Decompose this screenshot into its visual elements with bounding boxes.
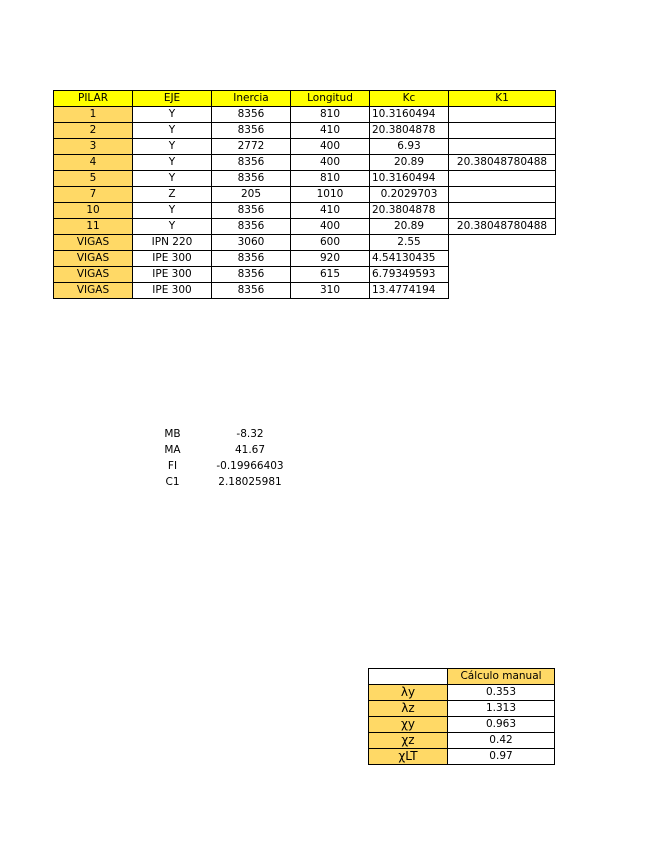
longitud-cell: 410 — [291, 203, 370, 219]
longitud-cell: 615 — [291, 267, 370, 283]
eje-cell: IPE 300 — [133, 283, 212, 299]
pilar-cell: 1 — [54, 107, 133, 123]
columns-table — [53, 90, 556, 299]
header-k1: K1 — [449, 91, 556, 107]
table-row — [54, 107, 556, 123]
k1-cell — [449, 123, 556, 139]
pilar-cell: 4 — [54, 155, 133, 171]
inercia-cell: 8356 — [212, 123, 291, 139]
eje-cell: Y — [133, 107, 212, 123]
kc-cell: 20.3804878 — [370, 123, 449, 139]
vigas-label: VIGAS — [54, 267, 133, 283]
empty-cell — [449, 283, 556, 299]
inercia-cell: 8356 — [212, 107, 291, 123]
manual-calculation-table — [368, 668, 555, 765]
header-kc: Kc — [370, 91, 449, 107]
longitud-cell: 810 — [291, 107, 370, 123]
inercia-cell: 8356 — [212, 219, 291, 235]
empty-cell — [449, 267, 556, 283]
longitud-cell: 600 — [291, 235, 370, 251]
table-row — [54, 187, 556, 203]
longitud-cell: 1010 — [291, 187, 370, 203]
empty-corner-cell — [369, 669, 448, 685]
symbol-cell: λy — [369, 685, 448, 701]
k1-cell — [449, 107, 556, 123]
calc-row — [369, 685, 555, 701]
longitud-cell: 810 — [291, 171, 370, 187]
longitud-cell: 920 — [291, 251, 370, 267]
k1-cell: 20.38048780488 — [449, 155, 556, 171]
param-label: C1 — [165, 476, 180, 488]
table-row — [54, 171, 556, 187]
header-row — [54, 91, 556, 107]
empty-cell — [449, 251, 556, 267]
header-pilar: PILAR — [54, 91, 133, 107]
header-eje: EJE — [133, 91, 212, 107]
table-row — [54, 139, 556, 155]
table-row — [54, 123, 556, 139]
eje-cell: Y — [133, 219, 212, 235]
eje-cell: Y — [133, 123, 212, 139]
param-value: -8.32 — [236, 428, 264, 440]
eje-cell: Y — [133, 171, 212, 187]
symbol-cell: χLT — [369, 749, 448, 765]
kc-cell: 6.79349593 — [370, 267, 449, 283]
eje-cell: Z — [133, 187, 212, 203]
k1-cell — [449, 171, 556, 187]
kc-cell: 4.54130435 — [370, 251, 449, 267]
calc-row — [369, 717, 555, 733]
value-cell: 0.963 — [448, 717, 555, 733]
inercia-cell: 8356 — [212, 155, 291, 171]
pilar-cell: 2 — [54, 123, 133, 139]
table-row — [54, 203, 556, 219]
param-value: -0.19966403 — [216, 460, 284, 472]
value-cell: 0.97 — [448, 749, 555, 765]
vigas-label: VIGAS — [54, 251, 133, 267]
k1-cell — [449, 139, 556, 155]
value-cell: 1.313 — [448, 701, 555, 717]
longitud-cell: 310 — [291, 283, 370, 299]
longitud-cell: 400 — [291, 155, 370, 171]
table-row — [54, 219, 556, 235]
symbol-cell: λz — [369, 701, 448, 717]
eje-cell: IPN 220 — [133, 235, 212, 251]
header-inercia: Inercia — [212, 91, 291, 107]
calc-row — [369, 701, 555, 717]
pilar-cell: 5 — [54, 171, 133, 187]
vigas-row — [54, 267, 556, 283]
kc-cell: 6.93 — [370, 139, 449, 155]
longitud-cell: 400 — [291, 139, 370, 155]
param-value: 2.18025981 — [218, 476, 282, 488]
vigas-row — [54, 283, 556, 299]
eje-cell: IPE 300 — [133, 251, 212, 267]
kc-cell: 20.89 — [370, 155, 449, 171]
calc-header-row — [369, 669, 555, 685]
value-cell: 0.353 — [448, 685, 555, 701]
param-label: FI — [167, 460, 178, 472]
inercia-cell: 8356 — [212, 203, 291, 219]
vigas-label: VIGAS — [54, 235, 133, 251]
kc-cell: 10.3160494 — [370, 171, 449, 187]
kc-cell: 0.2029703 — [370, 187, 449, 203]
kc-cell: 10.3160494 — [370, 107, 449, 123]
vigas-row — [54, 251, 556, 267]
inercia-cell: 3060 — [212, 235, 291, 251]
k1-cell: 20.38048780488 — [449, 219, 556, 235]
eje-cell: Y — [133, 139, 212, 155]
kc-cell: 2.55 — [370, 235, 449, 251]
pilar-cell: 3 — [54, 139, 133, 155]
kc-cell: 20.89 — [370, 219, 449, 235]
inercia-cell: 8356 — [212, 283, 291, 299]
inercia-cell: 8356 — [212, 267, 291, 283]
param-label: MA — [164, 444, 181, 456]
pilar-cell: 10 — [54, 203, 133, 219]
inercia-cell: 8356 — [212, 171, 291, 187]
longitud-cell: 410 — [291, 123, 370, 139]
empty-cell — [449, 235, 556, 251]
header-longitud: Longitud — [291, 91, 370, 107]
symbol-cell: χz — [369, 733, 448, 749]
eje-cell: IPE 300 — [133, 267, 212, 283]
vigas-row — [54, 235, 556, 251]
calc-header: Cálculo manual — [448, 669, 555, 685]
pilar-cell: 11 — [54, 219, 133, 235]
param-label: MB — [164, 428, 181, 440]
inercia-cell: 8356 — [212, 251, 291, 267]
pilar-cell: 7 — [54, 187, 133, 203]
inercia-cell: 2772 — [212, 139, 291, 155]
value-cell: 0.42 — [448, 733, 555, 749]
kc-cell: 13.4774194 — [370, 283, 449, 299]
calc-row — [369, 749, 555, 765]
eje-cell: Y — [133, 203, 212, 219]
vigas-label: VIGAS — [54, 283, 133, 299]
kc-cell: 20.3804878 — [370, 203, 449, 219]
k1-cell — [449, 187, 556, 203]
eje-cell: Y — [133, 155, 212, 171]
table-row — [54, 155, 556, 171]
longitud-cell: 400 — [291, 219, 370, 235]
inercia-cell: 205 — [212, 187, 291, 203]
symbol-cell: χy — [369, 717, 448, 733]
calc-row — [369, 733, 555, 749]
param-value: 41.67 — [234, 444, 266, 456]
k1-cell — [449, 203, 556, 219]
